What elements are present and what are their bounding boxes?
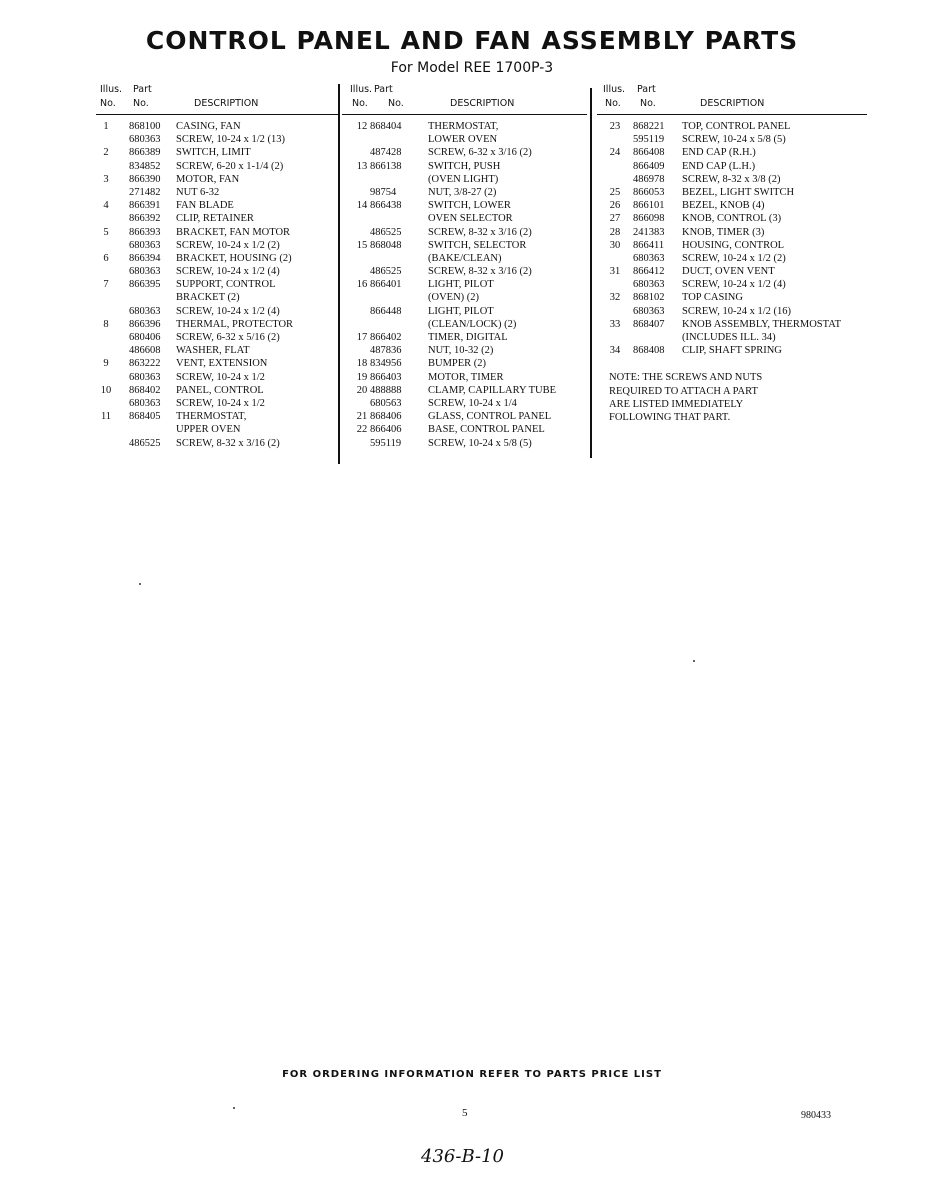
parts-row xyxy=(96,120,340,133)
header-part-no: No. xyxy=(640,98,656,109)
part-number: 680363 xyxy=(633,279,665,291)
parts-row xyxy=(96,357,340,370)
part-number: 866438 xyxy=(370,200,402,212)
handwritten-note: 436-B-10 xyxy=(421,1146,504,1167)
part-number: 866403 xyxy=(370,371,402,383)
header-part-no: No. xyxy=(388,98,404,109)
part-description: KNOB, CONTROL (3) xyxy=(682,213,782,225)
parts-row xyxy=(597,146,867,159)
parts-list xyxy=(342,120,587,450)
parts-row xyxy=(96,371,340,384)
illus-number: 30 xyxy=(609,239,621,251)
part-number: 866395 xyxy=(129,279,161,291)
illus-number: 23 xyxy=(609,121,621,132)
part-description: SCREW, 10-24 x 1/2 (16) xyxy=(682,305,791,317)
parts-column-2 xyxy=(342,84,587,450)
part-description: BEZEL, KNOB (4) xyxy=(682,200,765,212)
part-description: UPPER OVEN xyxy=(176,424,241,436)
illus-number: 26 xyxy=(609,200,621,212)
part-description: THERMOSTAT, xyxy=(428,121,499,132)
part-number: 866406 xyxy=(370,424,402,436)
document-code: 980433 xyxy=(801,1110,831,1121)
parts-row xyxy=(342,371,587,384)
illus-number: 33 xyxy=(609,318,621,330)
parts-row xyxy=(342,173,587,186)
part-description: LOWER OVEN xyxy=(428,134,498,146)
parts-row xyxy=(342,305,587,318)
part-description: BUMPER (2) xyxy=(428,358,487,370)
part-description: END CAP (L.H.) xyxy=(682,160,756,172)
part-number: 866412 xyxy=(633,266,665,278)
part-number: 866138 xyxy=(370,160,402,172)
part-number: 866408 xyxy=(633,147,665,159)
part-number: 866392 xyxy=(129,213,161,225)
parts-row xyxy=(96,344,340,357)
parts-row xyxy=(96,199,340,212)
part-number: 866393 xyxy=(129,226,161,238)
illus-number: 25 xyxy=(609,186,621,198)
part-number: 866411 xyxy=(633,239,665,251)
part-number: 868048 xyxy=(370,239,402,251)
header-illus-no: No. xyxy=(605,98,621,109)
parts-row xyxy=(96,410,340,423)
header-description: DESCRIPTION xyxy=(450,98,515,109)
part-description: THERMAL, PROTECTOR xyxy=(176,318,294,330)
note-line: NOTE: THE SCREWS AND NUTS xyxy=(609,372,763,384)
parts-row xyxy=(342,384,587,397)
parts-row xyxy=(96,305,340,318)
part-description: TOP CASING xyxy=(682,292,743,304)
parts-row xyxy=(342,437,587,450)
part-description: FAN BLADE xyxy=(176,200,234,212)
part-description: OVEN SELECTOR xyxy=(428,213,513,225)
part-number: 486525 xyxy=(370,266,402,278)
part-number: 487428 xyxy=(370,147,402,159)
parts-row xyxy=(96,252,340,265)
header-illus-label: Illus. xyxy=(350,84,373,95)
illus-number: 3 xyxy=(103,173,109,185)
part-number: 595119 xyxy=(633,134,665,146)
header-illus-no: No. xyxy=(352,98,368,109)
parts-row xyxy=(342,199,587,212)
header-part-label: Part xyxy=(133,84,152,95)
part-number: 680363 xyxy=(129,266,161,278)
parts-row xyxy=(597,239,867,252)
parts-row xyxy=(96,173,340,186)
part-number: 98754 xyxy=(370,186,397,198)
part-description: BEZEL, LIGHT SWITCH xyxy=(682,186,795,198)
part-description: SCREW, 10-24 x 1/2 xyxy=(176,397,265,409)
part-number: 271482 xyxy=(129,186,161,198)
illus-number: 32 xyxy=(609,292,621,304)
parts-list xyxy=(597,120,867,357)
part-number: 868404 xyxy=(370,121,402,132)
part-description: KNOB ASSEMBLY, THERMOSTAT xyxy=(682,318,842,330)
parts-row xyxy=(597,186,867,199)
header-illus-no: No. xyxy=(100,98,116,109)
part-description: SCREW, 8-32 x 3/16 (2) xyxy=(428,226,532,238)
part-number: 680563 xyxy=(370,397,402,409)
part-number: 680363 xyxy=(129,371,161,383)
page-title: CONTROL PANEL AND FAN ASSEMBLY PARTS xyxy=(145,26,799,55)
part-description: NUT, 10-32 (2) xyxy=(428,345,494,357)
part-number: 866448 xyxy=(370,305,402,317)
part-number: 486608 xyxy=(129,345,161,357)
part-number: 868221 xyxy=(633,121,665,132)
part-number: 680363 xyxy=(633,252,665,264)
parts-row xyxy=(96,239,340,252)
part-number: 866098 xyxy=(633,213,665,225)
part-description: NUT, 3/8-27 (2) xyxy=(428,186,497,198)
part-number: 834852 xyxy=(129,160,161,172)
illus-number: 21 xyxy=(356,411,368,423)
part-description: (OVEN) (2) xyxy=(428,292,480,304)
part-description: (OVEN LIGHT) xyxy=(428,173,499,185)
part-description: TIMER, DIGITAL xyxy=(428,332,508,343)
parts-row xyxy=(342,186,587,199)
parts-row xyxy=(597,305,867,318)
part-description: SCREW, 10-24 x 1/4 xyxy=(428,397,517,409)
part-description: SCREW, 6-32 x 5/16 (2) xyxy=(176,332,280,343)
part-description: NUT 6-32 xyxy=(176,186,220,198)
note-line: FOLLOWING THAT PART. xyxy=(609,411,731,423)
parts-row xyxy=(342,146,587,159)
parts-row xyxy=(96,186,340,199)
part-number: 680363 xyxy=(129,239,161,251)
part-description: SCREW, 6-32 x 3/16 (2) xyxy=(428,147,532,159)
illus-number: 11 xyxy=(100,411,112,423)
parts-row xyxy=(96,133,340,146)
parts-row xyxy=(342,397,587,410)
column-header xyxy=(342,84,587,115)
part-description: SWITCH, LOWER xyxy=(428,200,511,212)
parts-row xyxy=(597,173,867,186)
part-description: CLIP, SHAFT SPRING xyxy=(682,345,782,357)
column-divider-right xyxy=(590,88,592,458)
illus-number: 14 xyxy=(356,200,368,212)
part-description: KNOB, TIMER (3) xyxy=(682,226,765,238)
illus-number: 8 xyxy=(103,318,109,330)
parts-row xyxy=(96,423,340,436)
parts-row xyxy=(597,252,867,265)
part-description: BASE, CONTROL PANEL xyxy=(428,424,545,436)
scan-speck xyxy=(233,1107,235,1109)
parts-row xyxy=(96,331,340,344)
illus-number: 6 xyxy=(103,252,109,264)
part-description: GLASS, CONTROL PANEL xyxy=(428,411,552,423)
part-description: HOUSING, CONTROL xyxy=(682,239,785,251)
note-line: ARE LISTED IMMEDIATELY xyxy=(609,398,744,410)
part-number: 868405 xyxy=(129,411,161,423)
parts-row xyxy=(597,265,867,278)
part-description: SCREW, 10-24 x 1/2 xyxy=(176,371,265,383)
part-number: 868407 xyxy=(633,318,665,330)
illus-number: 22 xyxy=(356,424,368,436)
parts-row xyxy=(342,357,587,370)
part-number: 487836 xyxy=(370,345,402,357)
part-description: MOTOR, TIMER xyxy=(428,371,504,383)
part-description: SCREW, 10-24 x 1/2 (2) xyxy=(176,239,280,251)
part-number: 866101 xyxy=(633,200,665,212)
part-description: SCREW, 10-24 x 1/2 (4) xyxy=(176,305,280,317)
illus-number: 31 xyxy=(609,266,621,278)
parts-row xyxy=(96,437,340,450)
part-number: 866409 xyxy=(633,160,665,172)
scan-speck xyxy=(693,660,695,662)
parts-row xyxy=(342,133,587,146)
part-description: SCREW, 8-32 x 3/16 (2) xyxy=(428,266,532,278)
part-description: CLAMP, CAPILLARY TUBE xyxy=(428,384,557,396)
parts-row xyxy=(597,120,867,133)
parts-row xyxy=(597,199,867,212)
part-number: 595119 xyxy=(370,437,402,449)
part-number: 680363 xyxy=(129,305,161,317)
header-part-no: No. xyxy=(133,98,149,109)
illus-number: 18 xyxy=(356,358,368,370)
parts-row xyxy=(342,265,587,278)
page-number: 5 xyxy=(462,1107,468,1119)
illus-number: 19 xyxy=(356,371,368,383)
part-number: 486978 xyxy=(633,173,665,185)
parts-row xyxy=(342,278,587,291)
part-number: 868406 xyxy=(370,411,402,423)
parts-row xyxy=(96,384,340,397)
header-description: DESCRIPTION xyxy=(194,98,259,109)
part-description: SCREW, 8-32 x 3/16 (2) xyxy=(176,437,280,449)
part-description: CLIP, RETAINER xyxy=(176,213,254,225)
part-description: SCREW, 8-32 x 3/8 (2) xyxy=(682,173,781,185)
illus-number: 7 xyxy=(103,279,109,291)
header-illus-label: Illus. xyxy=(100,84,123,95)
parts-row xyxy=(597,212,867,225)
header-part-label: Part xyxy=(374,84,393,95)
screws-note xyxy=(609,371,867,424)
illus-number: 20 xyxy=(356,384,368,396)
part-description: SCREW, 6-20 x 1-1/4 (2) xyxy=(176,160,284,172)
part-number: 866401 xyxy=(370,279,402,291)
illus-number: 1 xyxy=(103,121,109,132)
part-number: 834956 xyxy=(370,358,402,370)
part-description: SCREW, 10-24 x 1/2 (4) xyxy=(176,266,280,278)
header-description: DESCRIPTION xyxy=(700,98,765,109)
illus-number: 28 xyxy=(609,226,621,238)
part-description: SWITCH, SELECTOR xyxy=(428,239,527,251)
part-number: 486525 xyxy=(129,437,161,449)
part-description: BRACKET (2) xyxy=(176,292,240,304)
part-description: SCREW, 10-24 x 1/2 (4) xyxy=(682,279,786,291)
part-number: 866389 xyxy=(129,147,161,159)
part-number: 868100 xyxy=(129,121,161,132)
part-description: TOP, CONTROL PANEL xyxy=(682,121,791,132)
parts-row xyxy=(342,291,587,304)
scan-speck xyxy=(139,583,141,585)
parts-row xyxy=(597,226,867,239)
parts-row xyxy=(96,226,340,239)
parts-row xyxy=(342,423,587,436)
part-number: 868402 xyxy=(129,384,161,396)
parts-column-1 xyxy=(96,84,340,450)
parts-row xyxy=(597,318,867,331)
part-number: 868102 xyxy=(633,292,665,304)
parts-row xyxy=(342,226,587,239)
illus-number: 16 xyxy=(356,279,368,291)
part-number: 680363 xyxy=(129,397,161,409)
part-number: 866390 xyxy=(129,173,161,185)
part-description: LIGHT, PILOT xyxy=(428,305,494,317)
parts-row xyxy=(96,212,340,225)
part-description: BRACKET, HOUSING (2) xyxy=(176,252,292,264)
parts-row xyxy=(342,160,587,173)
parts-row xyxy=(597,291,867,304)
parts-row xyxy=(96,265,340,278)
header-illus-label: Illus. xyxy=(603,84,626,95)
illus-number: 15 xyxy=(356,239,368,251)
parts-row xyxy=(96,146,340,159)
part-number: 866396 xyxy=(129,318,161,330)
part-description: (BAKE/CLEAN) xyxy=(428,252,502,264)
parts-row xyxy=(342,410,587,423)
illus-number: 4 xyxy=(103,200,109,212)
illus-number: 10 xyxy=(100,384,112,396)
parts-row xyxy=(96,291,340,304)
parts-row xyxy=(342,239,587,252)
part-number: 680363 xyxy=(129,134,161,146)
part-description: (INCLUDES ILL. 34) xyxy=(682,332,776,343)
parts-row xyxy=(342,120,587,133)
parts-row xyxy=(597,133,867,146)
parts-row xyxy=(597,278,867,291)
part-number: 866394 xyxy=(129,252,161,264)
illus-number: 17 xyxy=(356,332,368,343)
parts-list xyxy=(96,120,340,450)
parts-row xyxy=(96,278,340,291)
illus-number: 24 xyxy=(609,147,621,159)
column-header xyxy=(96,84,340,115)
column-header xyxy=(597,84,867,115)
illus-number: 27 xyxy=(609,213,621,225)
parts-row xyxy=(597,160,867,173)
illus-number: 34 xyxy=(609,345,621,357)
parts-row xyxy=(342,318,587,331)
parts-row xyxy=(342,212,587,225)
ordering-info: FOR ORDERING INFORMATION REFER TO PARTS PRICE LIST xyxy=(282,1069,662,1080)
part-description: SCREW, 10-24 x 5/8 (5) xyxy=(428,437,532,449)
illus-number: 13 xyxy=(356,160,368,172)
parts-row xyxy=(96,397,340,410)
part-number: 488888 xyxy=(370,384,402,396)
part-number: 868408 xyxy=(633,345,665,357)
part-description: SWITCH, PUSH xyxy=(428,160,501,172)
illus-number: 9 xyxy=(103,358,109,370)
part-description: END CAP (R.H.) xyxy=(682,147,756,159)
part-description: CASING, FAN xyxy=(176,121,241,132)
part-description: (CLEAN/LOCK) (2) xyxy=(428,318,517,330)
parts-row xyxy=(342,331,587,344)
part-description: PANEL, CONTROL xyxy=(176,384,264,396)
part-number: 680406 xyxy=(129,332,161,343)
part-description: SCREW, 10-24 x 1/2 (13) xyxy=(176,134,285,146)
part-description: SCREW, 10-24 x 5/8 (5) xyxy=(682,134,786,146)
part-description: VENT, EXTENSION xyxy=(176,358,268,370)
parts-row xyxy=(96,318,340,331)
part-description: DUCT, OVEN VENT xyxy=(682,266,775,278)
header-part-label: Part xyxy=(637,84,656,95)
note-line: REQUIRED TO ATTACH A PART xyxy=(609,385,758,397)
part-description: SUPPORT, CONTROL xyxy=(176,279,276,291)
part-description: MOTOR, FAN xyxy=(176,173,240,185)
part-description: SCREW, 10-24 x 1/2 (2) xyxy=(682,252,786,264)
parts-row xyxy=(597,331,867,344)
part-description: WASHER, FLAT xyxy=(176,345,250,357)
part-number: 866402 xyxy=(370,332,402,343)
part-number: 863222 xyxy=(129,358,161,370)
part-number: 486525 xyxy=(370,226,402,238)
parts-row xyxy=(342,252,587,265)
part-description: LIGHT, PILOT xyxy=(428,279,494,291)
part-number: 866053 xyxy=(633,186,665,198)
part-number: 241383 xyxy=(633,226,665,238)
parts-row xyxy=(597,344,867,357)
illus-number: 12 xyxy=(356,121,368,132)
part-description: THERMOSTAT, xyxy=(176,411,247,423)
model-subtitle: For Model REE 1700P-3 xyxy=(390,60,554,76)
parts-row xyxy=(96,160,340,173)
illus-number: 2 xyxy=(103,147,109,159)
part-number: 866391 xyxy=(129,200,161,212)
parts-column-3 xyxy=(597,84,867,424)
parts-row xyxy=(342,344,587,357)
part-description: BRACKET, FAN MOTOR xyxy=(176,226,291,238)
part-number: 680363 xyxy=(633,305,665,317)
illus-number: 5 xyxy=(103,226,109,238)
part-description: SWITCH, LIMIT xyxy=(176,147,251,159)
